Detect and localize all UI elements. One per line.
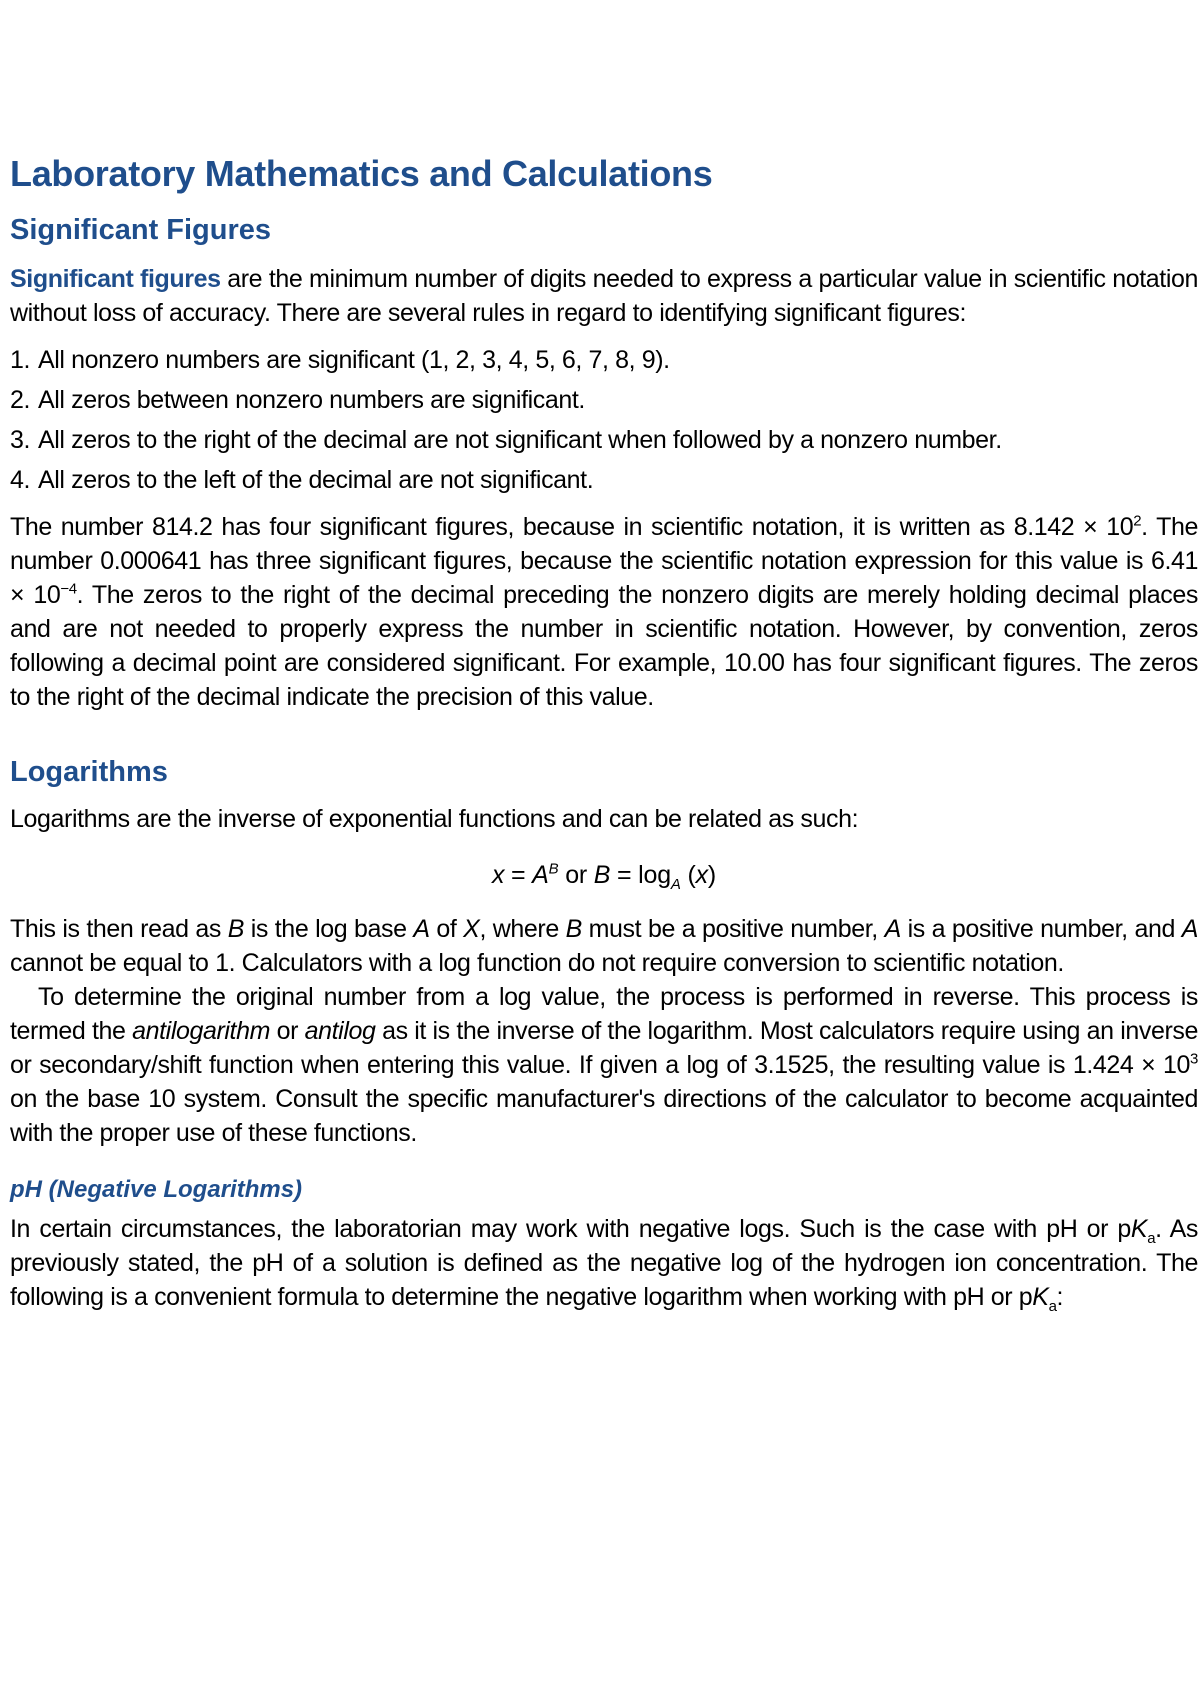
- rule-number: 2.: [9, 386, 30, 414]
- sigfigs-intro-text: are the minimum number of digits needed to express a particular value in scientific notation without loss of accuracy. There are several rules in regard to identifying significant figures:: [10, 265, 1199, 327]
- formula-op: = log: [610, 861, 671, 889]
- formula-var: x: [491, 861, 505, 889]
- sigfigs-key-term: Significant figures: [10, 265, 221, 293]
- subscript: a: [1048, 1298, 1057, 1315]
- sigfigs-intro-paragraph: [10, 262, 1198, 330]
- text-part: is a positive number, and: [900, 915, 1182, 943]
- exponent: −4: [60, 580, 77, 598]
- rule-item: [10, 460, 1198, 500]
- text-part: In certain circumstances, the laboratorian may work with negative logs. Such is the case with pH or p: [10, 1215, 1131, 1243]
- section-heading-significant-figures: Significant Figures: [10, 214, 272, 246]
- logs-intro-paragraph: Logarithms are the inverse of exponential functions and can be related as such:: [10, 805, 859, 833]
- italic-var: K: [1130, 1215, 1148, 1243]
- rule-text: All zeros to the left of the decimal are not significant.: [38, 466, 594, 494]
- log-formula: [10, 858, 1198, 892]
- subscript: a: [1147, 1230, 1156, 1247]
- example-text-part: . The number 0.000641 has three significant figures, because the scientific notation expression for this value is 6.41 × 10: [10, 513, 1198, 609]
- italic-var: B: [227, 915, 245, 943]
- sigfigs-rules-list: [10, 340, 1198, 500]
- formula-subscript: A: [670, 876, 681, 893]
- text-part: is the log base: [244, 915, 414, 943]
- rule-text: All nonzero numbers are significant (1, 2, 3, 4, 5, 6, 7, 8, 9).: [38, 346, 670, 374]
- text-part: To determine the original number from a log value, the process is performed in reverse. This process is termed the: [10, 983, 1198, 1045]
- text-part: or: [270, 1017, 305, 1045]
- rule-number: 4.: [9, 466, 30, 494]
- example-text-part: . The zeros to the right of the decimal preceding the nonzero digits are merely holding decimal places and are not needed to properly express the number in scientific notation. However, by convention, zeros following a decimal point are considered significant. For example, 10.00 has four significant figures. The zeros to the right of the decimal indicate the precision of this value.: [10, 581, 1198, 711]
- text-part: as it is the inverse of the logarithm. Most calculators require using an inverse or secondary/shift function when entering this value. If given a log of 3.1525, the resulting value is 1.424 × 10: [10, 1017, 1198, 1079]
- text-part: . As previously stated, the pH of a solution is defined as the negative log of the hydrogen ion concentration. The following is a convenient formula to determine the negative logarithm when working with pH or p: [10, 1215, 1198, 1311]
- italic-var: A: [413, 915, 430, 943]
- formula-op: (: [680, 861, 696, 889]
- formula-var: A: [532, 861, 549, 889]
- text-part: This is then read as: [10, 915, 228, 943]
- rule-text: All zeros between nonzero numbers are significant.: [38, 386, 585, 414]
- sigfigs-example-paragraph: [10, 510, 1198, 714]
- ph-paragraph: [10, 1212, 1198, 1314]
- italic-var: X: [463, 915, 480, 943]
- subsection-heading-ph: pH (Negative Logarithms): [10, 1176, 303, 1203]
- italic-term: antilog: [304, 1017, 376, 1045]
- antilog-paragraph: [10, 980, 1198, 1150]
- document-page: [10, 152, 1198, 1314]
- text-part: of: [429, 915, 464, 943]
- text-part: , where: [479, 915, 566, 943]
- exponent: 2: [1133, 512, 1142, 530]
- formula-var: x: [695, 861, 708, 889]
- formula-op: ): [707, 861, 717, 889]
- formula-var: B: [593, 861, 611, 889]
- rule-text: All zeros to the right of the decimal are not significant when followed by a nonzero number.: [38, 426, 1002, 454]
- rule-item: [10, 380, 1198, 420]
- rule-item: [10, 340, 1198, 380]
- example-text-part: The number 814.2 has four significant figures, because in scientific notation, it is written as 8.142 × 10: [10, 513, 1134, 541]
- rule-number: 1.: [9, 346, 30, 374]
- formula-op: or: [558, 861, 594, 889]
- italic-var: B: [565, 915, 582, 943]
- text-part: :: [1056, 1283, 1064, 1311]
- text-part: must be a positive number,: [581, 915, 885, 943]
- italic-term: antilogarithm: [132, 1017, 271, 1045]
- rule-item: [10, 420, 1198, 460]
- italic-var: K: [1032, 1283, 1049, 1311]
- italic-var: A: [884, 915, 901, 943]
- text-part: cannot be equal to 1. Calculators with a log function do not require conversion to scientific notation.: [10, 949, 1064, 977]
- italic-var: A: [1181, 915, 1198, 943]
- section-heading-logarithms: Logarithms: [10, 756, 168, 788]
- rule-number: 3.: [9, 426, 30, 454]
- formula-exponent: B: [548, 860, 559, 878]
- text-part: on the base 10 system. Consult the specific manufacturer's directions of the calculator to become acquainted with the proper use of these functions.: [10, 1085, 1198, 1147]
- logs-explanation-paragraph: [10, 912, 1198, 980]
- document-title: Laboratory Mathematics and Calculations: [10, 153, 713, 194]
- formula-op: =: [504, 861, 533, 889]
- exponent: 3: [1190, 1050, 1198, 1068]
